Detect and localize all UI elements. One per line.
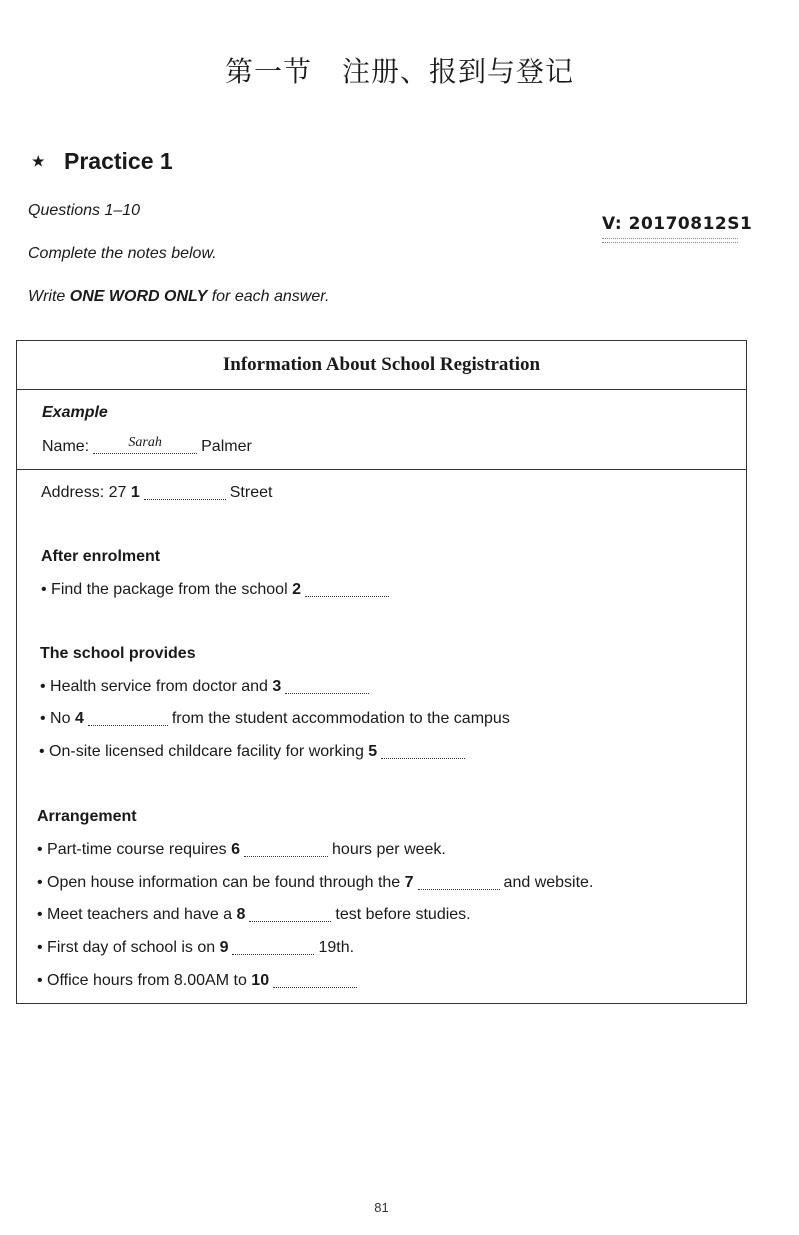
- question-4-line: • No 4 from the student accommodation to the campus: [40, 710, 510, 727]
- question-6-line: • Part-time course requires 6 hours per week.: [37, 841, 446, 858]
- answer-blank-10[interactable]: [273, 973, 357, 988]
- question-10-line: • Office hours from 8.00AM to 10: [37, 972, 361, 990]
- questions-range: Questions 1–10: [28, 202, 141, 219]
- question-8-line: • Meet teachers and have a 8 test before studies.: [37, 906, 471, 923]
- version-underline-2: [602, 242, 738, 243]
- star-icon: ★: [32, 153, 45, 169]
- example-answer-blank: [93, 435, 197, 454]
- example-name-line: Name: Sarah Palmer: [42, 435, 252, 455]
- answer-blank-4[interactable]: [88, 711, 168, 726]
- answer-blank-7[interactable]: [418, 875, 500, 890]
- instruction-complete: Complete the notes below.: [28, 245, 217, 262]
- chapter-name: 注册、报到与登记: [342, 55, 575, 88]
- answer-blank-3[interactable]: [285, 679, 369, 694]
- answer-blank-1[interactable]: [144, 485, 226, 500]
- question-2-line: • Find the package from the school 2: [41, 581, 393, 599]
- word-limit-emphasis: ONE WORD ONLY: [69, 288, 208, 305]
- version-underline: [602, 238, 738, 239]
- section-heading-arrangement: Arrangement: [37, 808, 137, 825]
- answer-blank-5[interactable]: [381, 744, 465, 759]
- answer-blank-9[interactable]: [232, 940, 314, 955]
- answer-blank-2[interactable]: [305, 582, 389, 597]
- practice-title: Practice 1: [64, 148, 173, 174]
- section-heading-after-enrolment: After enrolment: [41, 548, 161, 565]
- answer-blank-6[interactable]: [244, 842, 328, 857]
- example-section: [17, 390, 746, 470]
- question-3-line: • Health service from doctor and 3: [40, 678, 373, 696]
- chapter-section: 第一节: [224, 55, 312, 88]
- instruction-word-limit: Write ONE WORD ONLY for each answer.: [28, 288, 330, 305]
- question-7-line: • Open house information can be found through the 7 and website.: [37, 874, 594, 891]
- example-label: Example: [42, 404, 108, 421]
- question-5-line: • On-site licensed childcare facility for working 5: [39, 743, 469, 761]
- example-answer: Sarah: [128, 435, 162, 450]
- section-heading-school-provides: The school provides: [40, 645, 196, 662]
- notes-form: [16, 340, 747, 1004]
- form-title: Information About School Registration: [17, 341, 746, 390]
- practice-heading: [32, 148, 173, 175]
- version-code: V: 20170812S1: [602, 214, 753, 234]
- chapter-title: [0, 50, 799, 90]
- question-9-line: • First day of school is on 9 19th.: [37, 939, 355, 956]
- page-number: 81: [374, 1200, 389, 1215]
- address-line: Address: 27 1 Street: [41, 484, 273, 501]
- answer-blank-8[interactable]: [249, 907, 331, 922]
